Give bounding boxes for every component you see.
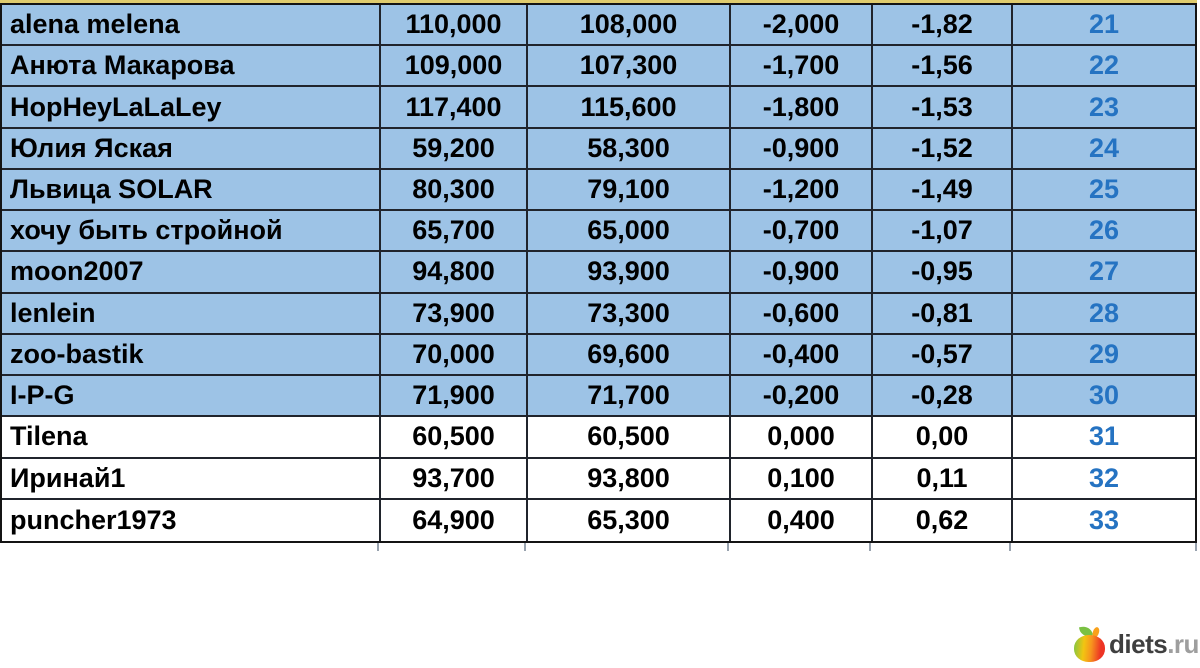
cell-change: 0,000 [731, 417, 873, 456]
cell-participant: lenlein [2, 294, 381, 333]
cell-participant: HopHeyLaLaLey [2, 87, 381, 126]
cell-change-percent: -0,57 [873, 335, 1013, 374]
cell-change: -0,700 [731, 211, 873, 250]
cell-weight-after: 73,300 [528, 294, 731, 333]
cell-rank: 22 [1088, 50, 1120, 81]
cell-change-percent: -0,81 [873, 294, 1013, 333]
cell-weight-after: 65,000 [528, 211, 731, 250]
cell-weight-before: 117,400 [381, 87, 528, 126]
table-row [2, 211, 1195, 252]
cell-weight-after: 71,700 [528, 376, 731, 415]
cell-weight-before: 70,000 [381, 335, 528, 374]
apple-icon [1074, 626, 1105, 662]
cell-rank: 21 [1088, 9, 1120, 40]
cell-change-percent: -1,07 [873, 211, 1013, 250]
grid-line-stub [869, 543, 871, 551]
standings-table [0, 3, 1197, 543]
cell-rank: 27 [1088, 256, 1120, 287]
cell-change-percent: -0,28 [873, 376, 1013, 415]
cell-change-percent: 0,11 [873, 459, 1013, 498]
table-row [2, 170, 1195, 211]
cell-change: -0,600 [731, 294, 873, 333]
table-row [2, 417, 1195, 458]
cell-rank: 23 [1088, 91, 1120, 122]
table-row [2, 46, 1195, 87]
cell-weight-after: 69,600 [528, 335, 731, 374]
grid-line-stub [377, 543, 379, 551]
cell-rank: 24 [1088, 132, 1120, 163]
cell-weight-before: 109,000 [381, 46, 528, 85]
table-row [2, 500, 1195, 541]
cell-change: -1,800 [731, 87, 873, 126]
cell-change-percent: 0,00 [873, 417, 1013, 456]
cell-rank: 31 [1088, 421, 1120, 452]
cell-change-percent: -1,56 [873, 46, 1013, 85]
grid-line-stub [524, 543, 526, 551]
cell-weight-before: 110,000 [381, 5, 528, 44]
cell-weight-after: 60,500 [528, 417, 731, 456]
cell-participant: Анюта Макарова [2, 46, 381, 85]
grid-line-stub [1195, 543, 1197, 551]
cell-weight-after: 115,600 [528, 87, 731, 126]
cell-weight-before: 59,200 [381, 129, 528, 168]
cell-rank: 30 [1088, 380, 1120, 411]
cell-weight-after: 58,300 [528, 129, 731, 168]
cell-participant: Юлия Яская [2, 129, 381, 168]
cell-weight-after: 108,000 [528, 5, 731, 44]
cell-weight-after: 65,300 [528, 500, 731, 541]
cell-weight-before: 64,900 [381, 500, 528, 541]
cell-change-percent: 0,62 [873, 500, 1013, 541]
cell-weight-before: 93,700 [381, 459, 528, 498]
cell-change: -1,200 [731, 170, 873, 209]
cell-participant: хочу быть стройной [2, 211, 381, 250]
logo-brand-text: diets [1109, 628, 1168, 659]
cell-change-percent: -1,82 [873, 5, 1013, 44]
cell-participant: Tilena [2, 417, 381, 456]
table-row [2, 129, 1195, 170]
table-row [2, 335, 1195, 376]
cell-rank: 26 [1088, 215, 1120, 246]
grid-line-stub [727, 543, 729, 551]
cell-participant: puncher1973 [2, 500, 381, 541]
cell-weight-before: 65,700 [381, 211, 528, 250]
cell-change: -0,900 [731, 252, 873, 291]
table-row [2, 252, 1195, 293]
table-row [2, 376, 1195, 417]
cell-change: -2,000 [731, 5, 873, 44]
cell-participant: moon2007 [2, 252, 381, 291]
cell-weight-before: 80,300 [381, 170, 528, 209]
cell-change-percent: -1,52 [873, 129, 1013, 168]
table-row [2, 459, 1195, 500]
cell-weight-before: 60,500 [381, 417, 528, 456]
logo-tld-text: .ru [1167, 628, 1199, 659]
cell-participant: alena melena [2, 5, 381, 44]
cell-weight-after: 107,300 [528, 46, 731, 85]
cell-change: -0,400 [731, 335, 873, 374]
cell-change: 0,100 [731, 459, 873, 498]
table-row [2, 87, 1195, 128]
cell-weight-after: 79,100 [528, 170, 731, 209]
cell-participant: zoo-bastik [2, 335, 381, 374]
cell-change-percent: -1,49 [873, 170, 1013, 209]
cell-change-percent: -0,95 [873, 252, 1013, 291]
cell-change-percent: -1,53 [873, 87, 1013, 126]
cell-weight-before: 71,900 [381, 376, 528, 415]
grid-line-stub [1009, 543, 1011, 551]
cell-change: -1,700 [731, 46, 873, 85]
table-row [2, 5, 1195, 46]
cell-change: 0,400 [731, 500, 873, 541]
cell-participant: Львица SOLAR [2, 170, 381, 209]
cell-rank: 33 [1088, 504, 1120, 535]
diets-ru-logo [1074, 626, 1199, 662]
cell-weight-after: 93,900 [528, 252, 731, 291]
cell-rank: 28 [1088, 297, 1120, 328]
cell-participant: Иринай1 [2, 459, 381, 498]
cell-change: -0,200 [731, 376, 873, 415]
cell-rank: 32 [1088, 462, 1120, 493]
cell-rank: 25 [1088, 174, 1120, 205]
cell-weight-before: 94,800 [381, 252, 528, 291]
cell-change: -0,900 [731, 129, 873, 168]
cell-weight-after: 93,800 [528, 459, 731, 498]
cell-participant: I-P-G [2, 376, 381, 415]
cell-weight-before: 73,900 [381, 294, 528, 333]
table-row [2, 294, 1195, 335]
cell-rank: 29 [1088, 338, 1120, 369]
